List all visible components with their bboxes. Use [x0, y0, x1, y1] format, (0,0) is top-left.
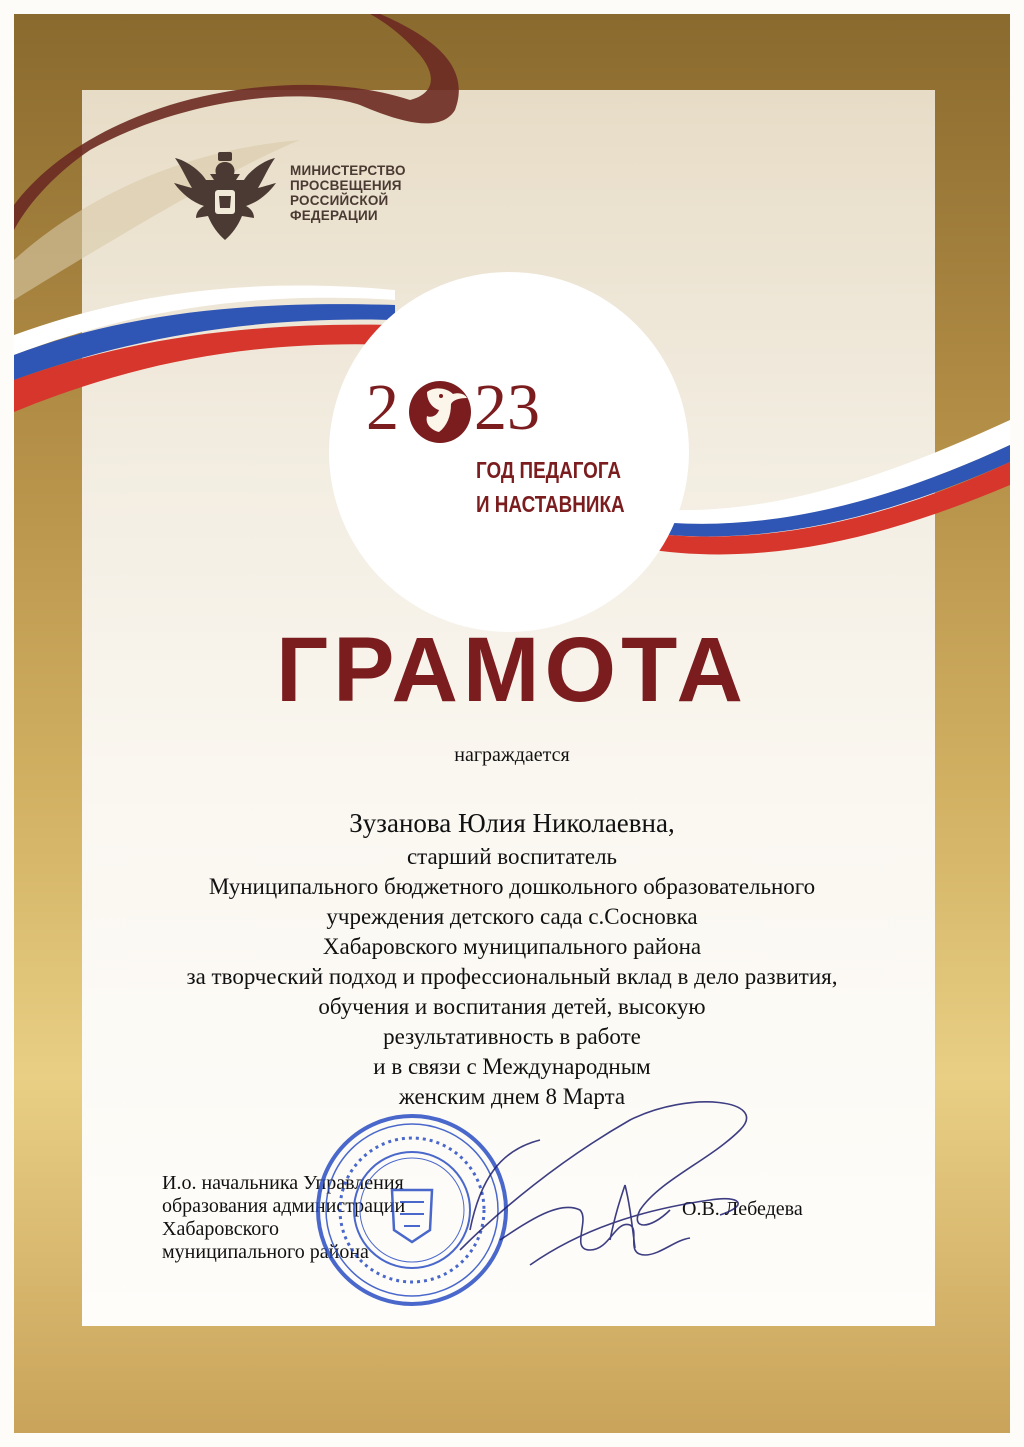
body-line: Муниципального бюджетного дошкольного образовательного — [208, 874, 816, 899]
ministry-line: РОССИЙСКОЙ — [290, 193, 389, 208]
year-logo — [366, 368, 566, 458]
signer-position-line: образования администрации — [162, 1195, 406, 1217]
ministry-line: ПРОСВЕЩЕНИЯ — [290, 178, 402, 193]
signer-position-line: муниципального района — [162, 1241, 369, 1263]
year-title — [476, 453, 625, 521]
signer-name: О.В. Лебедева — [682, 1198, 803, 1220]
body-line: обучения и воспитания детей, высокую — [318, 994, 706, 1019]
recipient-name: Зузанова Юлия Николаевна, — [349, 808, 675, 838]
ministry-name — [290, 163, 406, 223]
body-line: женским днем 8 Марта — [398, 1084, 626, 1109]
eagle-emblem-icon — [170, 150, 280, 245]
certificate-title: ГРАМОТА — [276, 619, 748, 721]
year-title-line: ГОД ПЕДАГОГА — [476, 457, 621, 483]
signer-position-line: И.о. начальника Управления — [162, 1172, 404, 1194]
year-title-line: И НАСТАВНИКА — [476, 491, 625, 517]
year-digit-left: 2 — [366, 371, 399, 444]
year-digit-right: 23 — [474, 371, 540, 444]
ministry-line: ФЕДЕРАЦИИ — [290, 208, 378, 223]
body-line: и в связи с Международным — [373, 1054, 651, 1079]
ministry-line: МИНИСТЕРСТВО — [290, 163, 406, 178]
body-line: учреждения детского сада с.Сосновка — [326, 904, 698, 929]
awarded-label: награждается — [454, 744, 570, 766]
signer-position-line: Хабаровского — [162, 1218, 279, 1240]
pelican-medal-icon — [407, 372, 473, 446]
body-line: старший воспитатель — [406, 844, 618, 869]
handwritten-signature-icon — [440, 1090, 760, 1290]
body-line: за творческий подход и профессиональный вклад в дело развития, — [186, 964, 838, 989]
certificate-body — [0, 804, 1024, 1112]
body-line: результативность в работе — [383, 1024, 641, 1049]
body-line: Хабаровского муниципального района — [322, 934, 702, 959]
